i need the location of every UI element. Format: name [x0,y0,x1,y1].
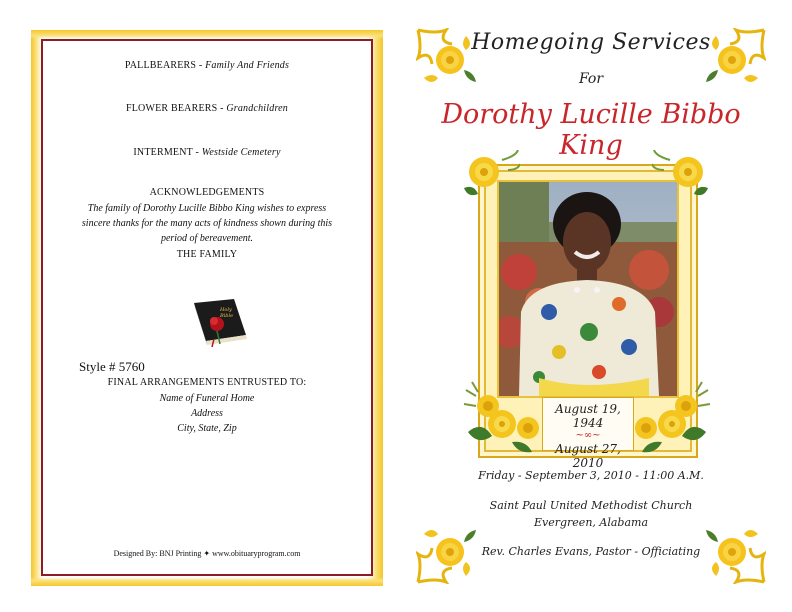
rose-cluster-top-left [462,150,520,200]
interment-label: INTERMENT - [133,147,200,158]
date-separator: ~∞~ [575,430,601,441]
life-dates-box [542,397,634,470]
program-title: Homegoing Services [471,30,711,55]
pallbearers-value: Family And Friends [205,60,290,71]
birth-date: August 19, 1944 [555,402,621,430]
funeral-home-city: City, State, Zip [177,423,237,434]
back-cover-content [41,39,373,576]
style-number: Style # 5760 [79,359,145,374]
deceased-name: Dorothy Lucille Bibbo King [441,99,741,161]
pallbearers-label: PALLBEARERS - [124,60,203,71]
flower-bearers-label: FLOWER BEARERS - [125,103,224,114]
service-datetime: Friday - September 3, 2010 - 11:00 A.M. [478,469,704,482]
designed-by: Designed By: BNJ Printing ✦ www.obituaryprogram.com [113,549,301,558]
interment-value: Westside Cemetery [201,147,281,158]
portrait-image [499,182,677,396]
flower-bearers-value: Grandchildren [226,103,289,114]
ack-line-1: The family of Dorothy Lucille Bibbo King wishes to express [87,203,327,214]
rose-cluster-bottom-right [630,380,712,454]
officiant: Rev. Charles Evans, Pastor - Officiating [481,545,701,558]
ack-line-3: period of bereavement. [160,233,254,244]
rose-cluster-bottom-left [462,380,544,454]
ack-signoff: THE FAMILY [176,249,238,260]
bible-icon [190,297,250,349]
portrait-photo [497,180,679,398]
rose-cluster-top-right [652,150,710,200]
svg-text:Bible: Bible [220,313,234,319]
svg-text:Holy: Holy [220,307,232,313]
church-location: Evergreen, Alabama [533,516,649,529]
church-name: Saint Paul United Methodist Church [489,499,693,512]
back-cover-panel [31,30,383,586]
ack-line-2: sincere thanks for the many acts of kindness shown during this [81,218,333,229]
funeral-home-address: Address [191,408,223,419]
funeral-home-name: Name of Funeral Home [159,393,255,404]
interment-line [43,147,371,158]
final-arrangements-heading: FINAL ARRANGEMENTS ENTRUSTED TO: [107,377,307,388]
flower-bearers-line [43,103,371,114]
pallbearers-line [43,60,371,71]
ack-heading: ACKNOWLEDGEMENTS [149,187,265,198]
death-date: August 27, 2010 [555,442,621,470]
program-title-for: For [578,71,604,87]
